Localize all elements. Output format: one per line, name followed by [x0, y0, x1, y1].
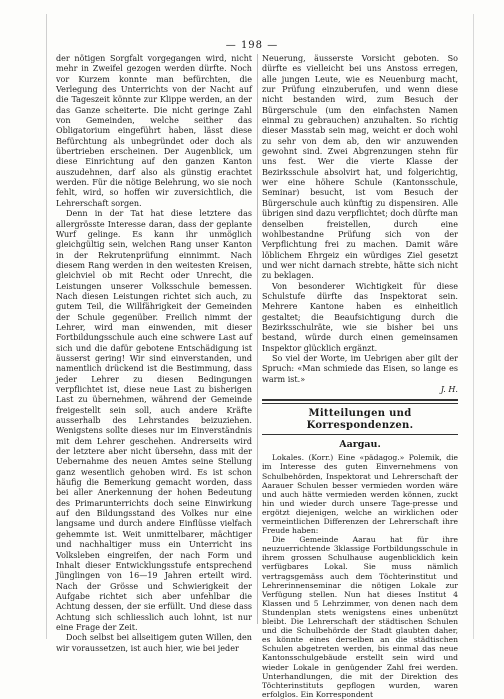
left-column [56, 54, 252, 654]
signature-line [262, 385, 458, 395]
news-section [262, 453, 458, 699]
heading-rule [262, 434, 458, 435]
right-paragraph-3: So viel der Worte, im Uebrigen aber gilt der Spruch: «Man schmiede das Eisen, so lange es warm ist.» [262, 353, 458, 384]
left-paragraph-3: Doch selbst bei allseitigem guten Willen, den wir voraussetzen, ist auch hier, wie bei jeder [56, 633, 252, 653]
section-heading: Mitteilungen und Korrespondenzen. [306, 408, 414, 432]
news-paragraph-1: Lokales. (Korr.) Eine «pädagog.» Polemik, die im Interesse des guten Einvernehmens von Schulbehörden, Inspektorat und Lehrerschaft der Aarauer Schulen besser vermieden worden wäre und auch hätte vermieden werden können, zuckt hin und wieder durch unsere Tage-presse und ergötzt diejenigen, welche an wirklichen oder vermeintlichen Differenzen der Lehrerschaft ihre Freude haben: [262, 453, 458, 536]
column-divider [257, 54, 258, 624]
right-column [262, 54, 458, 699]
section-rule [262, 399, 458, 404]
author-signature: J. H. [440, 385, 458, 394]
right-paragraph-1: Neuerung, äusserste Vorsicht geboten. So dürfte es vielleicht bei uns Anstoss erregen, alle jungen Leute, wie es Neuenburg macht, zur Prüfung einzuberufen, und wenn diese nicht bestanden wird, zum Besuch der Bürgerschule (um den einfachsten Namen einmal zu gebrauchen) anzuhalten. So richtig dieser Masstab sein mag, weicht er doch wohl zu sehr von dem ab, den wir anzuwenden gewohnt sind. Zwei Abgrenzungen stehn für uns fest. Wer die vierte Klasse der Bezirksschule absolvirt hat, und folgerichtig, wer eine höhere Schule (Kantonsschule, Seminar) besucht, ist vom Besuch der Bürgerschule auch künftig zu dispensiren. Alle übrigen sind dazu verpflichtet; doch dürfte man denselben freistellen, durch eine wohlbestandne Prüfung sich von der Verpflichtung frei zu machen. Damit wäre löblichem Ehrgeiz ein würdiges Ziel gesetzt und wer nicht darnach strebte, hätte sich nicht zu beklagen. [262, 54, 458, 281]
page-number: — 198 — [225, 40, 279, 51]
news-paragraph-2: Die Gemeinde Aarau hat für ihre neuzuerrichtende 3klassige Fortbildungsschule in ihrem grossen Schulhause augenblicklich kein verfügbares Lokal. Sie muss nämlich vertragsgemäss auch dem Töchterinstitut und Lehrerinnenseminar die nötigen Lokale zur Verfügung stellen. Nun hat dieses Institut 4 Klassen und 5 Lehrzimmer, von denen nach dem Stundenplan stets wenigstens eines unbenützt bleibt. Die Lehrerschaft der städtischen Schulen und die Schulbehörde der Stadt glaubten daher, es könnte eines derselben an die städtischen Schulen abgetreten werden, bis einmal das neue Kantonsschulgebäude erstellt sein wird und wieder Lokale in genügender Zahl frei werden. Unterhandlungen, die mit der Direktion des Töchterinstituts gepflogen wurden, waren erfolglos. Ein Korrespondent [262, 535, 458, 699]
left-paragraph-2: Denn in der Tat hat diese letztere das allergrösste Interesse daran, dass der geplante Wurf gelinge. Es kann ihr unmöglich gleichgültig sein, welchen Rang unser Kanton in der Rekrutenprüfung einnimmt. Nach diesem Rang werden in den weitesten Kreisen, gleichviel ob mit Recht oder Unrecht, die Leistungen unserer Volksschule bemessen. Nach diesen Leistungen richtet sich auch, zu gutem Teil, die Willfährigkeit der Gemeinden der Schule gegenüber. Freilich nimmt der Lehrer, wird man einwenden, mit dieser Fortbildungsschule auch eine schwere Last auf sich und die dafür gebotene Entschädigung ist äusserst gering! Wir sind einverstanden, und namentlich drückend ist die Bestimmung, dass jeder Lehrer zu diesen Bedingungen verpflichtet ist, diese neue Last zu bisherigen Last zu übernehmen, während der Gemeinde freigestellt sein soll, auch andere Kräfte ausserhalb des Lehrstandes beizuziehen. Wenigstens sollte dieses nur im Einverständnis mit dem Lehrer geschehen. Andrerseits wird der letztere aber nicht übersehn, dass mit der Uebernahme des neuen Amtes seine Stellung ganz wesentlich gehoben wird. Es ist schon häufig die Bemerkung gemacht worden, dass bei aller Anerkennung der hohen Bedeutung des Primarunterrichts doch seine Einwirkung auf den Bildungsstand des Volkes nur eine langsame und durch andere Einflüsse vielfach gehemmte ist. Weit unmittelbarer, mächtiger und nachhaltiger muss ein Unterricht ins Volksleben eingreifen, der nach Form und Inhalt dieser Entwicklungsstufe entsprechend Jünglingen von 16—19 Jahren erteilt wird. Nach der Grösse und Schwierigkeit der Aufgabe richtet sich aber unfehlbar die Achtung dessen, der sie erfüllt. Und diese dass Achtung sich schliesslich auch lohnt, ist nur eine Frage der Zeit. [56, 209, 252, 632]
region-heading: Aargau. [339, 439, 381, 451]
left-paragraph-1: der nötigen Sorgfalt vorgegangen wird, nicht mehr in Zweifel gezogen werden dürfte. Noch vor Kurzem konnte man befürchten, die Verlegung des Unterrichts von der Nacht auf die Tageszeit könnte zur Klippe werden, an der das Ganze scheiterte. Die nicht geringe Zahl von Gemeinden, welche seither das Obligatorium eingeführt haben, lässt diese Befürchtung als unbegründet oder doch als übertrieben erscheinen. Der Augenblick, um diese Einrichtung auf den ganzen Kanton auszudehnen, darf also als günstig erachtet werden. Für die nötige Belehrung, wo sie noch fehlt, wird, so hoffen wir zuversichtlich, die Lehrerschaft sorgen. [56, 54, 252, 208]
right-paragraph-2: Von besonderer Wichtigkeit für diese Schulstufe dürfte das Inspektorat sein. Mehrere Kantone haben es einheitlich gestaltet; die Beaufsichtigung durch die Bezirksschulräte, wie sie bisher bei uns bestand, würde durch einen gemeinsamen Inspektor glücklich ergänzt. [262, 281, 458, 353]
